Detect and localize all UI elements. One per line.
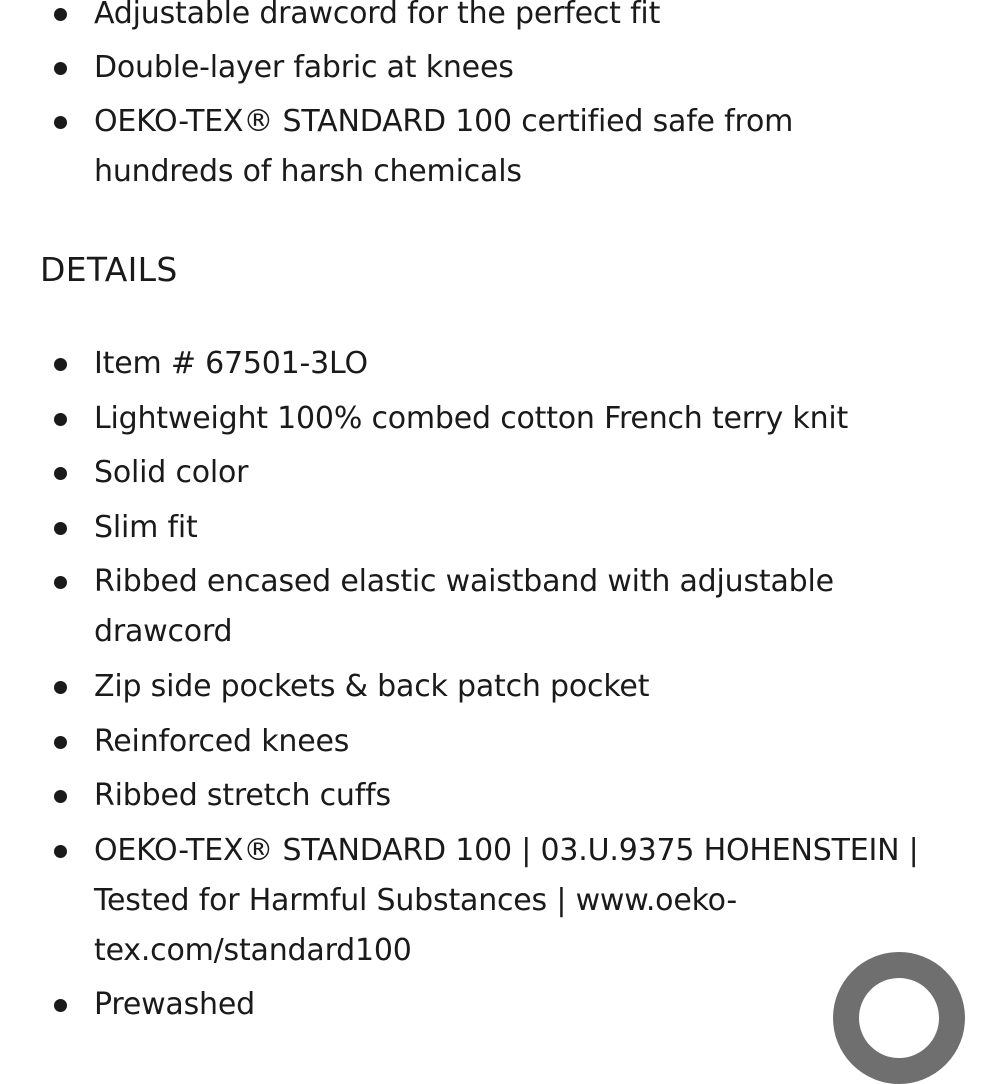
detail-text: Ribbed encased elastic waistband with adjustable drawcord — [94, 564, 834, 650]
detail-item — [0, 503, 1000, 553]
detail-item — [0, 557, 1000, 657]
detail-item — [0, 339, 1000, 389]
feature-text: Double-layer fabric at knees — [94, 50, 514, 85]
detail-item — [0, 662, 1000, 712]
bullet-dot-icon — [54, 8, 67, 21]
feature-text: Adjustable drawcord for the perfect fit — [94, 0, 661, 31]
bullet-dot-icon — [54, 522, 67, 535]
bullet-dot-icon — [54, 790, 67, 803]
bullet-dot-icon — [54, 681, 67, 694]
bullet-dot-icon — [54, 576, 67, 589]
details-list — [0, 339, 1000, 1030]
detail-text: Slim fit — [94, 509, 198, 545]
feature-text: OEKO-TEX® STANDARD 100 certified safe from hundreds of harsh chemicals — [94, 104, 794, 189]
bullet-dot-icon — [54, 467, 67, 480]
details-section — [0, 339, 1000, 1035]
bullet-dot-icon — [54, 413, 67, 426]
detail-item — [0, 394, 1000, 444]
detail-text: Prewashed — [94, 987, 255, 1023]
detail-item — [0, 771, 1000, 821]
detail-text: Reinforced knees — [94, 723, 350, 759]
detail-text: OEKO-TEX® STANDARD 100 | 03.U.9375 HOHENSTEIN | Tested for Harmful Substances | www.oeko-tex.com/standard100 — [94, 832, 919, 968]
bullet-dot-icon — [54, 736, 67, 749]
detail-text: Ribbed stretch cuffs — [94, 778, 391, 814]
detail-item — [0, 717, 1000, 767]
bullet-dot-icon — [54, 358, 67, 371]
features-list — [0, 0, 1000, 197]
details-heading: DETAILS — [40, 250, 178, 289]
detail-text: Lightweight 100% combed cotton French terry knit — [94, 400, 849, 436]
detail-text: Item # 67501-3LO — [94, 346, 368, 381]
loading-spinner-icon — [833, 952, 965, 1084]
detail-text: Solid color — [94, 455, 249, 491]
feature-item — [0, 0, 1000, 39]
bullet-dot-icon — [54, 62, 67, 75]
feature-item — [0, 43, 1000, 93]
bullet-dot-icon — [54, 116, 67, 129]
detail-item — [0, 826, 1000, 976]
feature-item — [0, 97, 1000, 197]
bullet-dot-icon — [54, 999, 67, 1012]
detail-text: Zip side pockets & back patch pocket — [94, 668, 650, 704]
features-section — [0, 0, 1000, 201]
detail-item — [0, 448, 1000, 498]
bullet-dot-icon — [54, 845, 67, 858]
